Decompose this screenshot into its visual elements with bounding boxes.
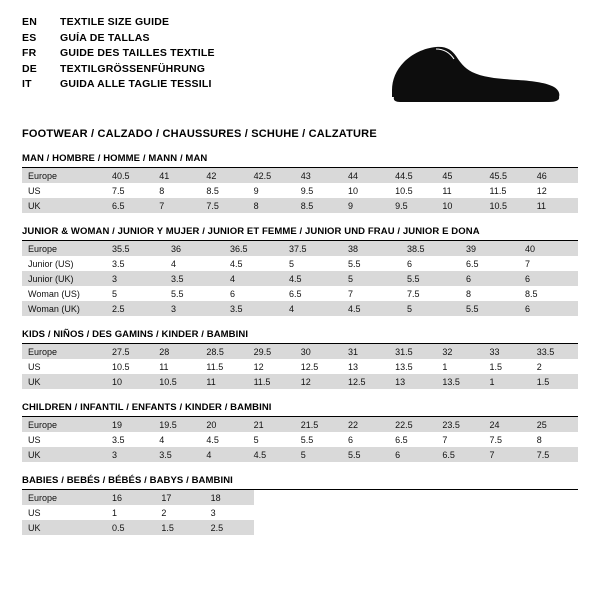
size-cell: 7.5 (106, 183, 153, 198)
size-cell: 8 (153, 183, 200, 198)
size-table (22, 168, 578, 213)
size-cell: 42 (200, 168, 247, 183)
language-code: EN (22, 16, 37, 28)
table-row (22, 490, 254, 505)
dress-shoe-icon (384, 36, 564, 106)
size-cell: 5.5 (342, 447, 389, 462)
size-cell: 3.5 (224, 301, 283, 316)
size-cell: 19.5 (153, 417, 200, 432)
table-row (22, 344, 578, 359)
size-cell: 31.5 (389, 344, 436, 359)
language-title: TEXTILGRÖSSENFÜHRUNG (60, 62, 206, 75)
size-cell: 5 (401, 301, 460, 316)
size-cell: 36 (165, 241, 224, 256)
language-code: DE (22, 62, 37, 75)
size-cell: 4.5 (224, 256, 283, 271)
size-cell: 6 (460, 271, 519, 286)
size-cell: 7 (436, 432, 483, 447)
language-title-list (22, 16, 215, 94)
size-cell: 8 (531, 432, 578, 447)
size-cell: 44 (342, 168, 389, 183)
size-cell: 10 (436, 198, 483, 213)
size-cell: 4.5 (342, 301, 401, 316)
size-cell: 1 (106, 505, 155, 520)
language-title: GUIDA ALLE TAGLIE TESSILI (60, 78, 212, 90)
size-cell: 5 (283, 256, 342, 271)
size-block-title: MAN / HOMBRE / HOMME / MANN / MAN (22, 153, 208, 164)
size-table (22, 417, 578, 462)
size-cell: 12 (295, 374, 342, 389)
size-cell: 6 (389, 447, 436, 462)
size-cell: 40.5 (106, 168, 153, 183)
size-cell: 35.5 (106, 241, 165, 256)
page-title: FOOTWEAR / CALZADO / CHAUSSURES / SCHUHE / CALZATURE (22, 128, 377, 140)
table-row (22, 447, 578, 462)
size-cell: 3.5 (106, 432, 153, 447)
size-cell: 16 (106, 490, 155, 505)
size-cell: 10.5 (484, 198, 531, 213)
size-cell: 22 (342, 417, 389, 432)
language-code: FR (22, 47, 37, 59)
size-cell: 11 (200, 374, 247, 389)
size-cell: 29.5 (248, 344, 295, 359)
size-cell: 5.5 (295, 432, 342, 447)
size-cell: 7 (153, 198, 200, 213)
size-cell: 11.5 (200, 359, 247, 374)
size-cell: 4.5 (283, 271, 342, 286)
size-cell: 9 (248, 183, 295, 198)
size-cell: 9 (342, 198, 389, 213)
size-cell: 13 (389, 374, 436, 389)
size-cell: 7.5 (484, 432, 531, 447)
size-cell: 6.5 (436, 447, 483, 462)
size-cell: 6 (519, 271, 578, 286)
table-row (22, 359, 578, 374)
size-cell: 20 (200, 417, 247, 432)
size-table (22, 344, 578, 389)
table-row (22, 286, 578, 301)
table-row (22, 183, 578, 198)
size-block-title: BABIES / BEBÉS / BÉBÉS / BABYS / BAMBINI (22, 475, 233, 486)
size-cell: 6.5 (283, 286, 342, 301)
size-cell: 8.5 (200, 183, 247, 198)
language-title: TEXTILE SIZE GUIDE (60, 16, 170, 28)
table-row (22, 374, 578, 389)
size-cell: 38.5 (401, 241, 460, 256)
size-cell: 3 (165, 301, 224, 316)
size-cell: 7.5 (200, 198, 247, 213)
table-row (22, 417, 578, 432)
size-cell: 46 (531, 168, 578, 183)
size-cell: 4 (224, 271, 283, 286)
size-cell: 31 (342, 344, 389, 359)
size-cell: 4 (283, 301, 342, 316)
size-cell: 3.5 (153, 447, 200, 462)
size-cell: 12 (531, 183, 578, 198)
size-cell: 45.5 (484, 168, 531, 183)
size-block (22, 153, 578, 213)
size-cell: 1.5 (531, 374, 578, 389)
size-cell: 2.5 (106, 301, 165, 316)
size-cell: 12.5 (342, 374, 389, 389)
size-cell: 4.5 (200, 432, 247, 447)
table-row (22, 520, 254, 535)
language-row (22, 32, 215, 48)
size-cell: 6.5 (106, 198, 153, 213)
row-label: Europe (22, 344, 106, 359)
size-cell: 7.5 (531, 447, 578, 462)
size-cell: 4.5 (248, 447, 295, 462)
size-cell: 8 (248, 198, 295, 213)
table-row (22, 432, 578, 447)
row-label: Europe (22, 241, 106, 256)
size-cell: 0.5 (106, 520, 155, 535)
size-cell: 4 (200, 447, 247, 462)
size-block-title: JUNIOR & WOMAN / JUNIOR Y MUJER / JUNIOR ET FEMME / JUNIOR UND FRAU / JUNIOR E DONA (22, 226, 480, 237)
size-cell: 24 (484, 417, 531, 432)
size-cell: 1 (436, 359, 483, 374)
size-cell: 41 (153, 168, 200, 183)
row-label: UK (22, 374, 106, 389)
size-cell: 6 (224, 286, 283, 301)
size-cell: 2 (155, 505, 204, 520)
size-cell: 8.5 (519, 286, 578, 301)
size-cell: 3 (106, 271, 165, 286)
size-cell: 17 (155, 490, 204, 505)
size-block (22, 329, 578, 389)
size-cell: 33.5 (531, 344, 578, 359)
size-cell: 40 (519, 241, 578, 256)
table-row (22, 301, 578, 316)
size-cell: 3.5 (106, 256, 165, 271)
size-cell: 37.5 (283, 241, 342, 256)
size-cell: 21 (248, 417, 295, 432)
table-row (22, 168, 578, 183)
row-label: Europe (22, 417, 106, 432)
size-cell: 11 (436, 183, 483, 198)
size-cell: 2.5 (205, 520, 254, 535)
size-cell: 19 (106, 417, 153, 432)
size-cell: 23.5 (436, 417, 483, 432)
size-cell: 7 (484, 447, 531, 462)
size-cell: 6 (401, 256, 460, 271)
size-cell: 10.5 (389, 183, 436, 198)
language-title: GUÍA DE TALLAS (60, 31, 150, 44)
language-row (22, 78, 215, 94)
language-title: GUIDE DES TAILLES TEXTILE (60, 47, 215, 59)
size-cell: 28 (153, 344, 200, 359)
size-cell: 5 (248, 432, 295, 447)
size-cell: 1.5 (155, 520, 204, 535)
size-cell: 5 (342, 271, 401, 286)
size-cell: 43 (295, 168, 342, 183)
size-cell: 6.5 (460, 256, 519, 271)
size-cell: 8 (460, 286, 519, 301)
size-cell: 13.5 (389, 359, 436, 374)
language-row (22, 16, 215, 32)
size-cell: 6 (342, 432, 389, 447)
row-label: US (22, 432, 106, 447)
size-cell: 10 (342, 183, 389, 198)
row-label: US (22, 505, 106, 520)
row-label: UK (22, 520, 106, 535)
row-label: Junior (UK) (22, 271, 106, 286)
language-code: IT (22, 78, 32, 90)
size-cell: 10.5 (153, 374, 200, 389)
size-cell: 42.5 (248, 168, 295, 183)
language-row (22, 63, 215, 79)
size-cell: 1 (484, 374, 531, 389)
size-cell: 3 (106, 447, 153, 462)
size-cell: 5.5 (401, 271, 460, 286)
size-cell: 6.5 (389, 432, 436, 447)
row-label: Junior (US) (22, 256, 106, 271)
size-cell: 30 (295, 344, 342, 359)
row-label: Woman (UK) (22, 301, 106, 316)
size-cell: 5 (106, 286, 165, 301)
size-cell: 10.5 (106, 359, 153, 374)
size-table (22, 490, 254, 535)
size-block (22, 475, 578, 535)
language-code: ES (22, 31, 37, 44)
size-block-title: KIDS / NIÑOS / DES GAMINS / KINDER / BAMBINI (22, 329, 249, 340)
row-label: Europe (22, 490, 106, 505)
size-cell: 6 (519, 301, 578, 316)
size-block (22, 226, 578, 316)
size-cell: 45 (436, 168, 483, 183)
size-cell: 13 (342, 359, 389, 374)
size-cell: 18 (205, 490, 254, 505)
size-cell: 2 (531, 359, 578, 374)
row-label: UK (22, 447, 106, 462)
size-cell: 39 (460, 241, 519, 256)
size-cell: 11.5 (484, 183, 531, 198)
size-cell: 21.5 (295, 417, 342, 432)
size-cell: 7 (342, 286, 401, 301)
size-cell: 25 (531, 417, 578, 432)
size-cell: 27.5 (106, 344, 153, 359)
table-row (22, 505, 254, 520)
size-cell: 33 (484, 344, 531, 359)
size-cell: 11.5 (248, 374, 295, 389)
size-cell: 44.5 (389, 168, 436, 183)
size-cell: 5.5 (460, 301, 519, 316)
size-cell: 8.5 (295, 198, 342, 213)
table-row (22, 271, 578, 286)
size-cell: 1.5 (484, 359, 531, 374)
size-cell: 4 (165, 256, 224, 271)
size-block-title: CHILDREN / INFANTIL / ENFANTS / KINDER / BAMBINI (22, 402, 272, 413)
size-cell: 9.5 (295, 183, 342, 198)
size-cell: 13.5 (436, 374, 483, 389)
size-cell: 11 (531, 198, 578, 213)
size-cell: 5.5 (165, 286, 224, 301)
table-row (22, 256, 578, 271)
size-cell: 38 (342, 241, 401, 256)
size-cell: 9.5 (389, 198, 436, 213)
size-table (22, 241, 578, 316)
size-cell: 7 (519, 256, 578, 271)
row-label: UK (22, 198, 106, 213)
size-cell: 32 (436, 344, 483, 359)
size-cell: 3 (205, 505, 254, 520)
row-label: Europe (22, 168, 106, 183)
size-cell: 11 (153, 359, 200, 374)
size-cell: 7.5 (401, 286, 460, 301)
size-cell: 12 (248, 359, 295, 374)
document-header (22, 16, 578, 116)
size-cell: 3.5 (165, 271, 224, 286)
row-label: Woman (US) (22, 286, 106, 301)
size-cell: 36.5 (224, 241, 283, 256)
language-title-list-body (22, 16, 215, 94)
size-cell: 5.5 (342, 256, 401, 271)
table-row (22, 241, 578, 256)
size-block (22, 402, 578, 462)
size-cell: 22.5 (389, 417, 436, 432)
row-label: US (22, 183, 106, 198)
size-cell: 5 (295, 447, 342, 462)
size-blocks (22, 153, 578, 535)
size-cell: 28.5 (200, 344, 247, 359)
language-row (22, 47, 215, 63)
row-label: US (22, 359, 106, 374)
table-row (22, 198, 578, 213)
size-cell: 12.5 (295, 359, 342, 374)
size-cell: 10 (106, 374, 153, 389)
size-cell: 4 (153, 432, 200, 447)
